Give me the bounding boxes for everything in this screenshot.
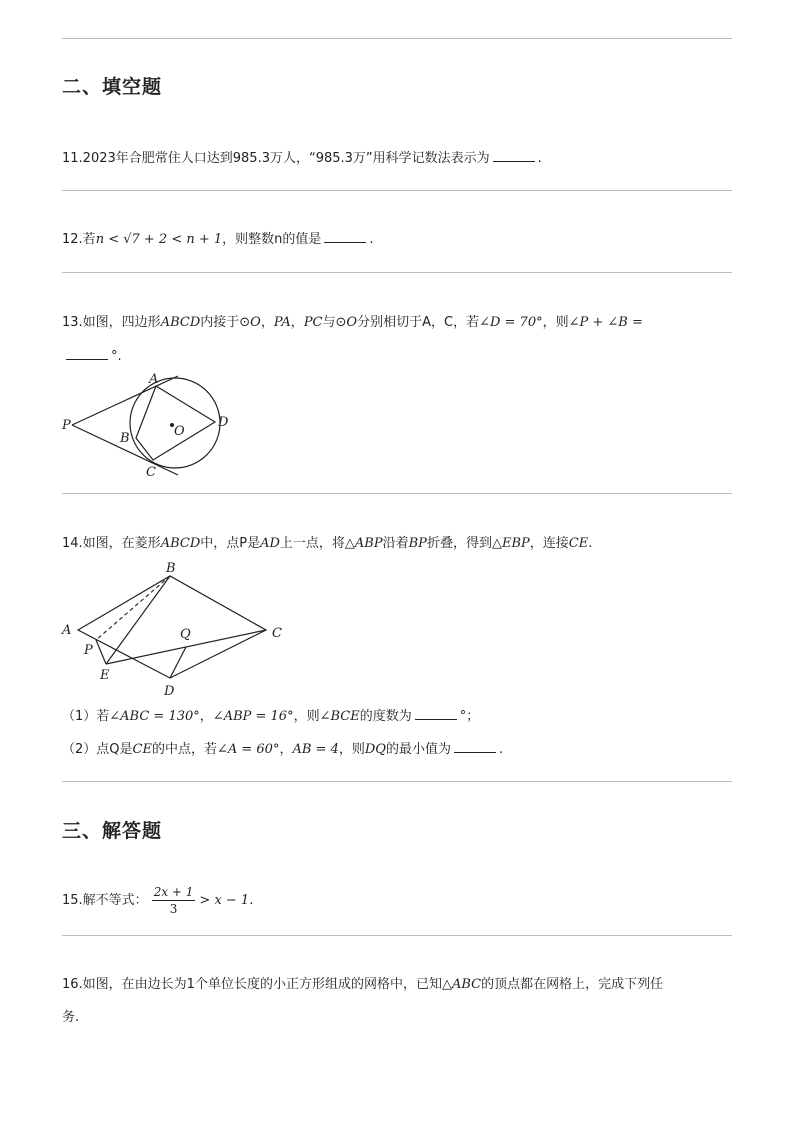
section-title-fill: 二、填空题 (62, 76, 163, 98)
label-d: D (164, 684, 175, 699)
divider (62, 190, 732, 191)
fraction: $\frac{2x + 1}{3}$ (153, 885, 194, 916)
question-11-text: 11.2023年合肥常住人口达到985.3万人，“985.3万”用科学记数法表示为 (62, 151, 490, 166)
answer-blank (415, 707, 457, 720)
inequality-expression: n < √7 + 2 < n + 1 (95, 232, 223, 247)
label-d: D (218, 415, 229, 430)
label-e: E (100, 668, 110, 683)
label-b: B (120, 431, 130, 446)
label-o: O (174, 424, 185, 439)
label-p: P (62, 418, 71, 433)
question-14-part-1: （1）若∠ABC = 130°，∠ABP = 16°，则∠BCE的度数为 °； (62, 709, 480, 724)
answer-blank (454, 740, 496, 753)
divider (62, 935, 732, 936)
question-16: 16.如图，在由边长为1个单位长度的小正方形组成的网格中，已知△ABC的顶点都在网格上，完成下列任 (62, 977, 664, 992)
circle-tangent-figure (60, 368, 240, 483)
divider (62, 272, 732, 273)
divider (62, 493, 732, 494)
tangent-line-pa (72, 376, 178, 425)
quadrilateral-abcd (136, 386, 215, 460)
answer-blank (493, 149, 535, 162)
label-b: B (166, 561, 176, 576)
label-p: P (84, 643, 93, 658)
question-15: 15.解不等式： $\frac{2x + 1}{3}$ > x − 1. (62, 885, 254, 916)
question-14-part-2: （2）点Q是CE的中点，若∠A = 60°，AB = 4，则DQ的最小值为 . (62, 742, 504, 757)
question-16-line2: 务. (62, 1010, 80, 1025)
label-c: C (146, 465, 156, 480)
divider (62, 38, 732, 39)
answer-blank (66, 347, 108, 360)
segment-be (106, 576, 170, 664)
answer-blank (324, 230, 366, 243)
section-title-solve: 三、解答题 (62, 820, 163, 842)
divider (62, 781, 732, 782)
question-13: 13.如图，四边形ABCD内接于⊙O，PA，PC与⊙O分别相切于A，C，若∠D = 70°，则∠P + ∠B = (62, 315, 643, 330)
label-q: Q (180, 627, 191, 642)
fold-line-bp (96, 576, 170, 640)
rhombus-fold-figure (58, 558, 293, 703)
label-a: A (149, 372, 159, 387)
label-c: C (272, 626, 282, 641)
question-14: 14.如图，在菱形ABCD中，点P是AD上一点，将△ABP沿着BP折叠，得到△EBP，连接CE. (62, 536, 593, 551)
question-13-line2: °. (62, 347, 122, 367)
label-a: A (62, 623, 72, 638)
question-11: 11.2023年合肥常住人口达到985.3万人，“985.3万”用科学记数法表示为 . (62, 151, 542, 166)
question-12: 12.若n < √7 + 2 < n + 1，则整数n的值是 . (62, 232, 374, 247)
rhombus-abcd (78, 576, 266, 678)
